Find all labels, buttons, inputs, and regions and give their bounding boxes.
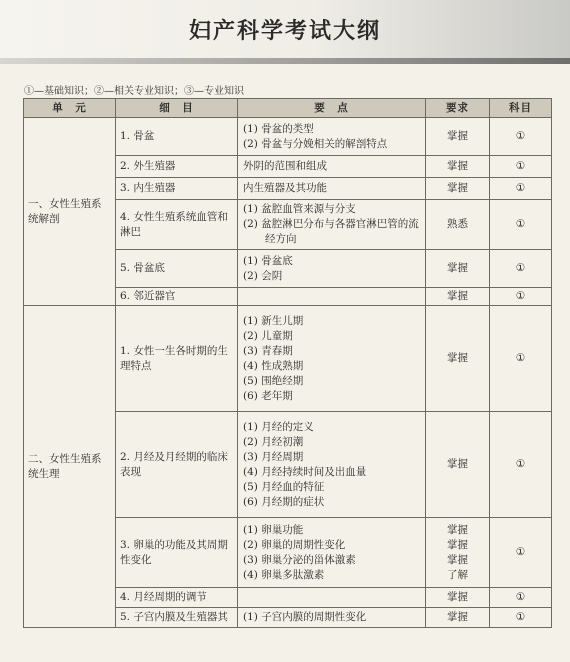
requirement-cell <box>426 306 490 412</box>
point-line: (3) 青春期 <box>243 344 293 357</box>
point-line: 内生殖器及其功能 <box>243 182 327 194</box>
point-line: (1) 骨盆底 <box>243 254 293 267</box>
requirement-value: 掌握 <box>447 523 468 536</box>
subject-legend: ①—基础知识；②—相关专业知识；③—专业知识 <box>24 86 244 97</box>
requirement-value: 了解 <box>447 568 468 581</box>
points-cell <box>238 118 426 156</box>
point-line: (4) 卵巢多肽激素 <box>243 568 325 581</box>
unit-cell: 一、女性生殖系统解剖 <box>24 118 116 306</box>
item-cell: 4. 女性生殖系统血管和淋巴 <box>116 200 238 250</box>
point-line: 外阴的范围和组成 <box>243 160 327 172</box>
page-title: 妇产科学考试大纲 <box>188 19 381 44</box>
subject-cell: ① <box>490 156 552 178</box>
points-cell <box>238 250 426 288</box>
requirement-value: 掌握 <box>447 290 468 302</box>
page-bottom-edge <box>0 652 570 662</box>
point-line: (2) 盆腔淋巴分布与各器官淋巴管的流经方向 <box>243 218 419 245</box>
subject-cell: ① <box>490 200 552 250</box>
points-cell <box>238 288 426 306</box>
item-cell: 2. 月经及月经期的临床表现 <box>116 412 238 518</box>
header-unit: 单 元 <box>24 99 116 118</box>
header-item: 细 目 <box>116 99 238 118</box>
subject-cell: ① <box>490 118 552 156</box>
table-row <box>24 306 552 412</box>
point-line: (3) 卵巢分泌的甾体激素 <box>243 553 356 566</box>
item-cell: 1. 女性一生各时期的生理特点 <box>116 306 238 412</box>
requirement-cell <box>426 288 490 306</box>
requirement-cell <box>426 178 490 200</box>
item-cell: 2. 外生殖器 <box>116 156 238 178</box>
requirement-cell <box>426 608 490 628</box>
table-header-row <box>24 99 552 118</box>
point-line: (2) 儿童期 <box>243 329 293 342</box>
point-line: (1) 卵巢功能 <box>243 523 304 536</box>
subject-cell: ① <box>490 288 552 306</box>
point-line: (1) 骨盆的类型 <box>243 122 314 135</box>
requirement-value: 掌握 <box>447 130 468 142</box>
requirement-cell <box>426 200 490 250</box>
point-line: (6) 月经期的症状 <box>243 495 325 508</box>
header-requirement: 要求 <box>426 99 490 118</box>
points-cell <box>238 518 426 588</box>
points-cell <box>238 588 426 608</box>
item-cell: 6. 邻近器官 <box>116 288 238 306</box>
requirement-cell <box>426 412 490 518</box>
point-line: (1) 月经的定义 <box>243 420 314 433</box>
subject-cell: ① <box>490 250 552 288</box>
requirement-value: 掌握 <box>447 538 468 551</box>
exam-outline-table <box>23 98 552 628</box>
item-cell: 5. 骨盆底 <box>116 250 238 288</box>
requirement-value: 掌握 <box>447 160 468 172</box>
item-cell: 3. 卵巢的功能及其周期性变化 <box>116 518 238 588</box>
points-cell <box>238 608 426 628</box>
requirement-value: 掌握 <box>447 611 468 623</box>
header-rule <box>0 58 570 64</box>
points-cell <box>238 200 426 250</box>
header-subject: 科目 <box>490 99 552 118</box>
point-line: (2) 月经初潮 <box>243 435 304 448</box>
points-cell <box>238 306 426 412</box>
requirement-cell <box>426 250 490 288</box>
points-cell <box>238 178 426 200</box>
point-line: (1) 子宫内膜的周期性变化 <box>243 611 367 623</box>
point-line: (2) 会阴 <box>243 269 283 282</box>
requirement-value: 掌握 <box>447 553 468 566</box>
subject-cell: ① <box>490 412 552 518</box>
item-cell: 5. 子宫内膜及生殖器其 <box>116 608 238 628</box>
header-points: 要 点 <box>238 99 426 118</box>
subject-cell: ① <box>490 588 552 608</box>
unit-cell: 二、女性生殖系统生理 <box>24 306 116 628</box>
point-line: (3) 月经周期 <box>243 450 304 463</box>
requirement-value: 掌握 <box>447 458 468 470</box>
requirement-cell <box>426 588 490 608</box>
points-cell <box>238 412 426 518</box>
requirement-cell <box>426 156 490 178</box>
point-line: (2) 骨盆与分娩相关的解剖特点 <box>243 137 388 150</box>
requirement-value: 掌握 <box>447 591 468 603</box>
point-line: (4) 月经持续时间及出血量 <box>243 465 367 478</box>
requirement-cell <box>426 118 490 156</box>
points-cell <box>238 156 426 178</box>
table-body <box>24 118 552 628</box>
subject-cell: ① <box>490 306 552 412</box>
table-row <box>24 118 552 156</box>
point-line: (4) 性成熟期 <box>243 359 304 372</box>
point-line: (6) 老年期 <box>243 389 293 402</box>
requirement-value: 掌握 <box>447 352 468 364</box>
point-line: (5) 围绝经期 <box>243 374 304 387</box>
item-cell: 1. 骨盆 <box>116 118 238 156</box>
item-cell: 4. 月经周期的调节 <box>116 588 238 608</box>
item-cell: 3. 内生殖器 <box>116 178 238 200</box>
point-line: (1) 盆腔血管来源与分支 <box>243 203 356 215</box>
requirement-cell <box>426 518 490 588</box>
point-line: (5) 月经血的特征 <box>243 480 325 493</box>
subject-cell: ① <box>490 178 552 200</box>
subject-cell: ① <box>490 608 552 628</box>
requirement-value: 熟悉 <box>447 218 468 230</box>
point-line: (1) 新生儿期 <box>243 314 304 327</box>
requirement-value: 掌握 <box>447 182 468 194</box>
requirement-value: 掌握 <box>447 262 468 274</box>
subject-cell: ① <box>490 518 552 588</box>
point-line: (2) 卵巢的周期性变化 <box>243 538 346 551</box>
